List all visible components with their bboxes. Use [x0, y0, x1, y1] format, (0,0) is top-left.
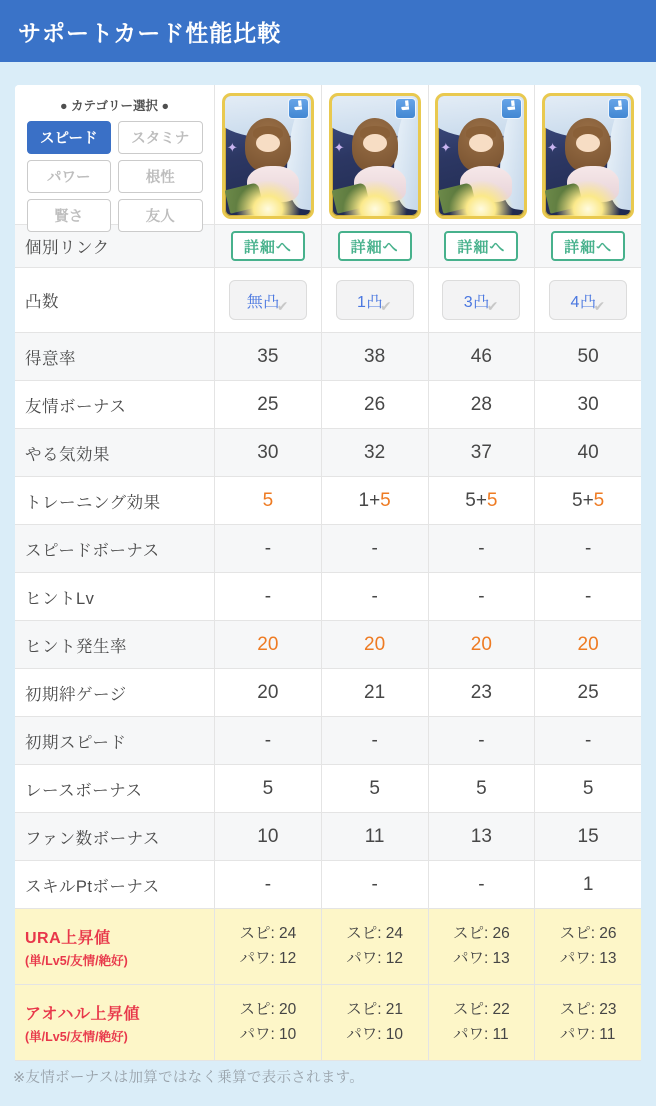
card-art-lamp-glow — [236, 180, 300, 219]
stat-value: 5 — [582, 777, 594, 799]
stat-rise-values: スピ: 23 パワ: 11 — [559, 1001, 617, 1043]
stat-value-cell — [321, 429, 428, 476]
boot-icon — [505, 99, 518, 117]
stat-value: 30 — [577, 393, 599, 415]
speed-type-badge — [608, 98, 629, 119]
stat-value-cell — [534, 573, 641, 620]
row-label-cell — [15, 669, 214, 716]
row-label-cell — [15, 525, 214, 572]
category-button-賢さ[interactable]: 賢さ — [27, 199, 112, 232]
stat-value: - — [264, 537, 272, 559]
row-label: トレーニング効果 — [25, 493, 161, 512]
stat-value-cell — [321, 621, 428, 668]
card-art-character — [576, 134, 600, 152]
row-label: 友情ボーナス — [25, 397, 127, 416]
category-button-根性[interactable]: 根性 — [118, 160, 203, 193]
stat-value: - — [264, 729, 272, 751]
sparkle-icon: ✦ — [547, 139, 559, 155]
row-label-cell — [15, 861, 214, 908]
limit-break-select[interactable] — [442, 280, 520, 320]
row-label-cell — [15, 573, 214, 620]
stat-value: 5+5 — [465, 489, 498, 511]
stat-value-cell — [321, 268, 428, 332]
row-label: ヒント発生率 — [25, 637, 127, 656]
stat-value-cell — [214, 669, 321, 716]
row-label: 個別リンク — [25, 239, 110, 257]
table-row — [15, 268, 641, 333]
stat-value: 30 — [257, 441, 279, 463]
stat-value-cell — [214, 861, 321, 908]
stat-value: 5 — [262, 489, 274, 511]
table-row — [15, 525, 641, 573]
speed-type-badge — [395, 98, 416, 119]
row-label: 凸数 — [25, 293, 59, 311]
stat-value: - — [478, 585, 485, 607]
row-label: 得意率 — [25, 349, 76, 368]
stat-value: 46 — [470, 345, 492, 367]
detail-link-button[interactable]: 詳細へ — [231, 231, 305, 261]
table-row — [15, 985, 641, 1061]
table-row — [15, 381, 641, 429]
stat-value: 50 — [577, 345, 599, 367]
category-button-grid — [27, 121, 203, 232]
stat-value-cell — [428, 429, 535, 476]
limit-break-value: 4凸 — [570, 293, 597, 311]
stat-value-cell — [321, 861, 428, 908]
row-label-cell — [15, 717, 214, 764]
limit-break-select[interactable] — [549, 280, 627, 320]
card-cell — [321, 85, 428, 224]
stat-value-cell — [428, 909, 535, 984]
stat-rise-values: スピ: 22 パワ: 11 — [452, 1001, 510, 1043]
stat-value-cell — [214, 909, 321, 984]
stat-value-cell — [428, 381, 535, 428]
stat-value-cell — [428, 333, 535, 380]
stat-value: 21 — [364, 681, 386, 703]
stat-value-cell — [321, 381, 428, 428]
sparkle-icon: ✦ — [226, 139, 238, 155]
stat-value: 37 — [470, 441, 492, 463]
limit-break-value: 1凸 — [357, 293, 383, 311]
stat-value-cell — [214, 621, 321, 668]
row-label: スキルPtボーナス — [25, 877, 160, 896]
table-row — [15, 477, 641, 525]
sparkle-icon: ✦ — [333, 139, 345, 155]
support-card-thumbnail[interactable] — [222, 93, 314, 219]
speed-type-badge — [501, 98, 522, 119]
stat-value: - — [264, 585, 272, 607]
card-art-character — [469, 134, 493, 152]
stat-rise-values: スピ: 26 パワ: 13 — [452, 925, 510, 967]
stat-value: - — [584, 585, 592, 607]
stat-value-cell — [534, 525, 641, 572]
stat-value: 20 — [577, 633, 599, 655]
stat-value-cell — [534, 268, 641, 332]
stat-value: 11 — [364, 825, 385, 847]
row-label: ヒントLv — [25, 589, 95, 608]
stat-value: 15 — [577, 825, 599, 847]
stat-value: 26 — [364, 393, 386, 415]
speed-type-badge — [288, 98, 309, 119]
limit-break-select[interactable] — [229, 280, 307, 320]
row-label-cell — [15, 381, 214, 428]
boot-icon — [612, 99, 625, 117]
stat-value: 10 — [257, 825, 279, 847]
stat-value: - — [584, 537, 592, 559]
stat-value-cell — [214, 573, 321, 620]
stat-value-cell — [321, 333, 428, 380]
stat-value-cell — [534, 621, 641, 668]
stat-value: 1 — [582, 873, 594, 895]
stat-value: - — [264, 873, 272, 895]
stat-value-cell — [534, 765, 641, 812]
stat-value-cell — [214, 225, 321, 267]
stat-value: 5+5 — [572, 489, 605, 511]
support-card-thumbnail[interactable] — [329, 93, 421, 219]
table-row — [15, 429, 641, 477]
stat-value-cell — [534, 429, 641, 476]
row-label-cell — [15, 225, 214, 267]
table-row — [15, 765, 641, 813]
row-label: アオハル上昇値 — [25, 1005, 141, 1023]
stat-value-cell — [321, 669, 428, 716]
stat-value-cell — [321, 225, 428, 267]
card-art-lamp-glow — [343, 180, 407, 219]
dropdown-check-icon: ✔ — [276, 297, 289, 314]
stat-value-cell — [428, 573, 535, 620]
table-row — [15, 333, 641, 381]
stat-value-cell — [321, 909, 428, 984]
detail-link-button[interactable]: 詳細へ — [444, 231, 518, 261]
boot-icon — [399, 99, 412, 117]
stat-value: - — [371, 585, 378, 607]
category-button-スタミナ[interactable]: スタミナ — [118, 121, 203, 154]
stat-value-cell — [321, 525, 428, 572]
stat-value-cell — [428, 985, 535, 1060]
stat-value-cell — [214, 765, 321, 812]
row-label-cell — [15, 813, 214, 860]
stat-value: 23 — [470, 681, 492, 703]
stat-value-cell — [534, 717, 641, 764]
stat-value-cell — [214, 813, 321, 860]
stat-value-cell — [214, 717, 321, 764]
stat-value: - — [371, 729, 378, 751]
detail-link-button[interactable]: 詳細へ — [338, 231, 412, 261]
stat-value-cell — [214, 429, 321, 476]
sparkle-icon: ✦ — [440, 139, 452, 155]
support-card-thumbnail[interactable] — [435, 93, 527, 219]
dropdown-check-icon: ✔ — [486, 297, 499, 314]
stat-value-cell — [214, 985, 321, 1060]
stat-value-cell — [321, 765, 428, 812]
category-button-パワー[interactable]: パワー — [27, 160, 112, 193]
row-label-cell — [15, 477, 214, 524]
row-sublabel: (単/Lv5/友情/絶好) — [25, 1029, 128, 1044]
stat-value-cell — [534, 861, 641, 908]
card-art-lamp-glow — [556, 180, 620, 219]
stat-rise-values: スピ: 24 パワ: 12 — [239, 925, 297, 967]
stat-value-cell — [534, 813, 641, 860]
row-label: レースボーナス — [25, 781, 143, 800]
stat-value-cell — [428, 268, 535, 332]
table-row — [15, 669, 641, 717]
stat-value-cell — [428, 717, 535, 764]
stat-value: 20 — [364, 633, 386, 655]
page-title: サポートカード性能比較 — [18, 19, 282, 46]
table-row — [15, 621, 641, 669]
stat-value-cell — [428, 765, 535, 812]
stat-value-cell — [428, 225, 535, 267]
stat-value: 5 — [262, 777, 274, 799]
stat-value: - — [478, 729, 485, 751]
stat-value-cell — [534, 669, 641, 716]
stat-value: - — [371, 537, 378, 559]
table-row — [15, 573, 641, 621]
limit-break-value: 無凸 — [246, 293, 280, 311]
row-label: 初期絆ゲージ — [25, 685, 127, 704]
stat-value-cell — [214, 477, 321, 524]
card-art-character — [256, 134, 280, 152]
table-row — [15, 225, 641, 268]
stat-value-cell — [321, 717, 428, 764]
stat-value: 1+5 — [358, 489, 391, 511]
table-row — [15, 717, 641, 765]
stat-value-cell — [321, 813, 428, 860]
limit-break-select[interactable] — [336, 280, 414, 320]
stat-rise-values: スピ: 24 パワ: 12 — [346, 925, 404, 967]
detail-link-button[interactable]: 詳細へ — [551, 231, 625, 261]
stat-value: 25 — [257, 393, 279, 415]
category-heading: ● カテゴリー選択 ● — [59, 99, 170, 113]
table-row — [15, 909, 641, 985]
support-card-thumbnail[interactable] — [542, 93, 634, 219]
row-label: 初期スピード — [25, 733, 127, 752]
stat-value-cell — [428, 669, 535, 716]
stat-value: 20 — [257, 633, 279, 655]
card-cell — [534, 85, 641, 224]
stat-value: 32 — [364, 441, 386, 463]
category-button-スピード[interactable]: スピード — [27, 121, 112, 154]
page-header — [0, 0, 656, 62]
stat-value: - — [478, 873, 485, 895]
row-label-cell — [15, 429, 214, 476]
stat-rise-values: スピ: 26 パワ: 13 — [559, 925, 617, 967]
stat-value: 20 — [470, 633, 492, 655]
stat-value: 35 — [257, 345, 279, 367]
stat-value-cell — [214, 268, 321, 332]
stat-value-cell — [321, 985, 428, 1060]
footnote: ※友情ボーナスは加算ではなく乗算で表示されます。 — [13, 1070, 365, 1086]
row-label: やる気効果 — [25, 445, 110, 464]
stat-value-cell — [428, 621, 535, 668]
row-label-cell — [15, 621, 214, 668]
stat-value: 5 — [476, 777, 487, 799]
card-art-lamp-glow — [449, 180, 513, 219]
stat-value: 5 — [369, 777, 380, 799]
stat-value: 20 — [257, 681, 279, 703]
limit-break-value: 3凸 — [463, 293, 490, 311]
stat-value-cell — [428, 525, 535, 572]
stat-value: - — [584, 729, 592, 751]
boot-icon — [292, 99, 305, 117]
stat-value-cell — [321, 573, 428, 620]
stat-value: - — [478, 537, 485, 559]
row-label: URA上昇値 — [25, 929, 111, 947]
stat-rise-values: スピ: 20 パワ: 10 — [239, 1001, 297, 1043]
category-panel — [15, 85, 214, 224]
stat-value-cell — [428, 861, 535, 908]
card-header-row — [15, 85, 641, 225]
stat-value: 40 — [577, 441, 599, 463]
comparison-table — [15, 85, 641, 1061]
stat-value: 13 — [470, 825, 492, 847]
row-label-cell — [15, 765, 214, 812]
row-label-cell — [15, 268, 214, 332]
dropdown-check-icon: ✔ — [593, 297, 606, 314]
stat-value-cell — [534, 985, 641, 1060]
row-label-cell — [15, 909, 214, 984]
stat-value-cell — [428, 813, 535, 860]
row-sublabel: (単/Lv5/友情/絶好) — [25, 953, 128, 968]
dropdown-check-icon: ✔ — [379, 297, 393, 314]
row-label: スピードボーナス — [25, 541, 160, 560]
row-label-cell — [15, 985, 214, 1060]
stat-value: 25 — [577, 681, 599, 703]
stat-value-cell — [534, 225, 641, 267]
category-button-友人[interactable]: 友人 — [118, 199, 203, 232]
stat-value-cell — [214, 333, 321, 380]
row-label: ファン数ボーナス — [25, 829, 161, 848]
table-row — [15, 861, 641, 909]
stat-value: 28 — [470, 393, 492, 415]
stat-value-cell — [534, 477, 641, 524]
stat-value-cell — [214, 525, 321, 572]
stat-value-cell — [214, 381, 321, 428]
stat-value: 38 — [364, 345, 386, 367]
row-label-cell — [15, 333, 214, 380]
card-cell — [214, 85, 321, 224]
stat-value-cell — [321, 477, 428, 524]
stat-value-cell — [534, 381, 641, 428]
stat-value-cell — [534, 909, 641, 984]
stat-value-cell — [428, 477, 535, 524]
stat-value: - — [371, 873, 378, 895]
card-art-character — [363, 134, 387, 152]
stat-rise-values: スピ: 21 パワ: 10 — [346, 1001, 404, 1043]
card-cell — [428, 85, 535, 224]
stat-value-cell — [534, 333, 641, 380]
table-row — [15, 813, 641, 861]
